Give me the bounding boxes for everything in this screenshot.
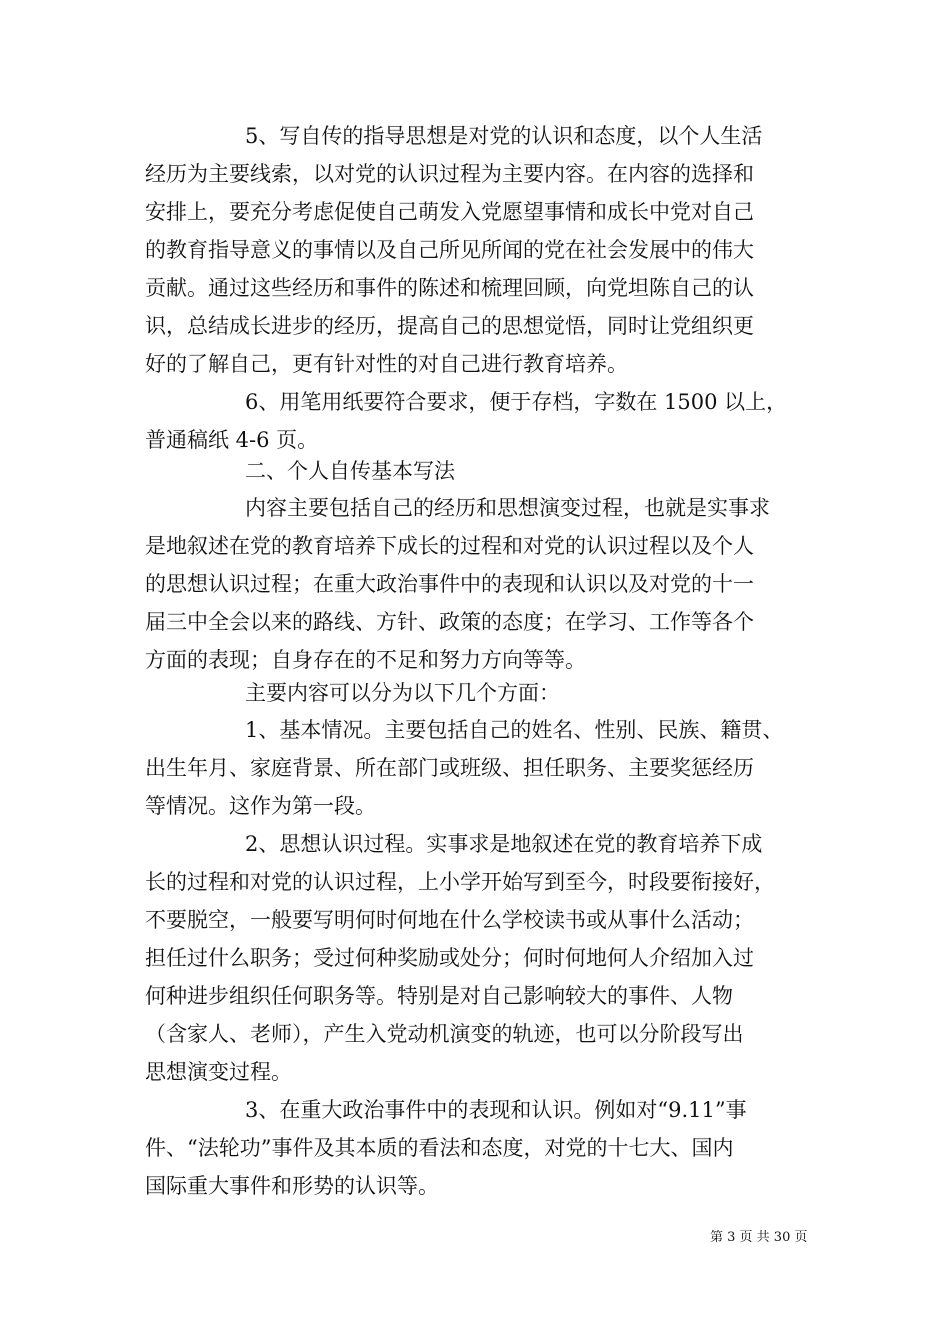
text-line: 的思想认识过程；在重大政治事件中的表现和认识以及对党的十一 <box>145 572 754 596</box>
text-line: 6、用笔用纸要符合要求，便于存档，字数在 1500 以上， <box>245 390 788 414</box>
text-line: 是地叙述在党的教育培养下成长的过程和对党的认识过程以及个人 <box>145 534 754 558</box>
text-line: 贡献。通过这些经历和事件的陈述和梳理回顾，向党坦陈自己的认 <box>145 276 754 300</box>
text-line: （含家人、老师），产生入党动机演变的轨迹，也可以分阶段写出 <box>145 1022 744 1046</box>
text-line: 出生年月、家庭背景、所在部门或班级、担任职务、主要奖惩经历 <box>145 756 754 780</box>
text-line: 识，总结成长进步的经历，提高自己的思想觉悟，同时让党组织更 <box>145 314 754 338</box>
text-line: 主要内容可以分为以下几个方面： <box>245 681 560 705</box>
text-line: 思想演变过程。 <box>145 1060 292 1084</box>
text-line: 的教育指导意义的事情以及自己所见所闻的党在社会发展中的伟大 <box>145 238 754 262</box>
text-line: 经历为主要线索，以对党的认识过程为主要内容。在内容的选择和 <box>145 162 754 186</box>
page-number-footer: 第 3 页 共 30 页 <box>710 1230 808 1245</box>
text-line: 好的了解自己，更有针对性的对自己进行教育培养。 <box>145 352 628 376</box>
text-line: 何种进步组织任何职务等。特别是对自己影响较大的事件、人物 <box>145 984 733 1008</box>
text-line: 不要脱空，一般要写明何时何地在什么学校读书或从事什么活动； <box>145 908 754 932</box>
text-line: 1、基本情况。主要包括自己的姓名、性别、民族、籍贯、 <box>245 718 784 742</box>
text-line: 3、在重大政治事件中的表现和认识。例如对“9.11”事 <box>245 1098 747 1122</box>
text-line: 内容主要包括自己的经历和思想演变过程，也就是实事求 <box>245 496 770 520</box>
text-line: 国际重大事件和形势的认识等。 <box>145 1174 439 1198</box>
section-heading: 二、个人自传基本写法 <box>245 459 455 483</box>
text-line: 届三中全会以来的路线、方针、政策的态度；在学习、工作等各个 <box>145 610 754 634</box>
text-line: 5、写自传的指导思想是对党的认识和态度，以个人生活 <box>245 124 763 148</box>
text-line: 普通稿纸 4-6 页。 <box>145 428 319 452</box>
text-line: 件、“法轮功”事件及其本质的看法和态度，对党的十七大、国内 <box>145 1136 734 1160</box>
text-line: 安排上，要充分考虑促使自己萌发入党愿望事情和成长中党对自己 <box>145 200 754 224</box>
text-line: 等情况。这作为第一段。 <box>145 794 376 818</box>
text-line: 长的过程和对党的认识过程，上小学开始写到至今，时段要衔接好， <box>145 870 775 894</box>
text-line: 方面的表现；自身存在的不足和努力方向等等。 <box>145 648 586 672</box>
text-line: 2、思想认识过程。实事求是地叙述在党的教育培养下成 <box>245 832 763 856</box>
text-line: 担任过什么职务；受过何种奖励或处分；何时何地何人介绍加入过 <box>145 946 754 970</box>
